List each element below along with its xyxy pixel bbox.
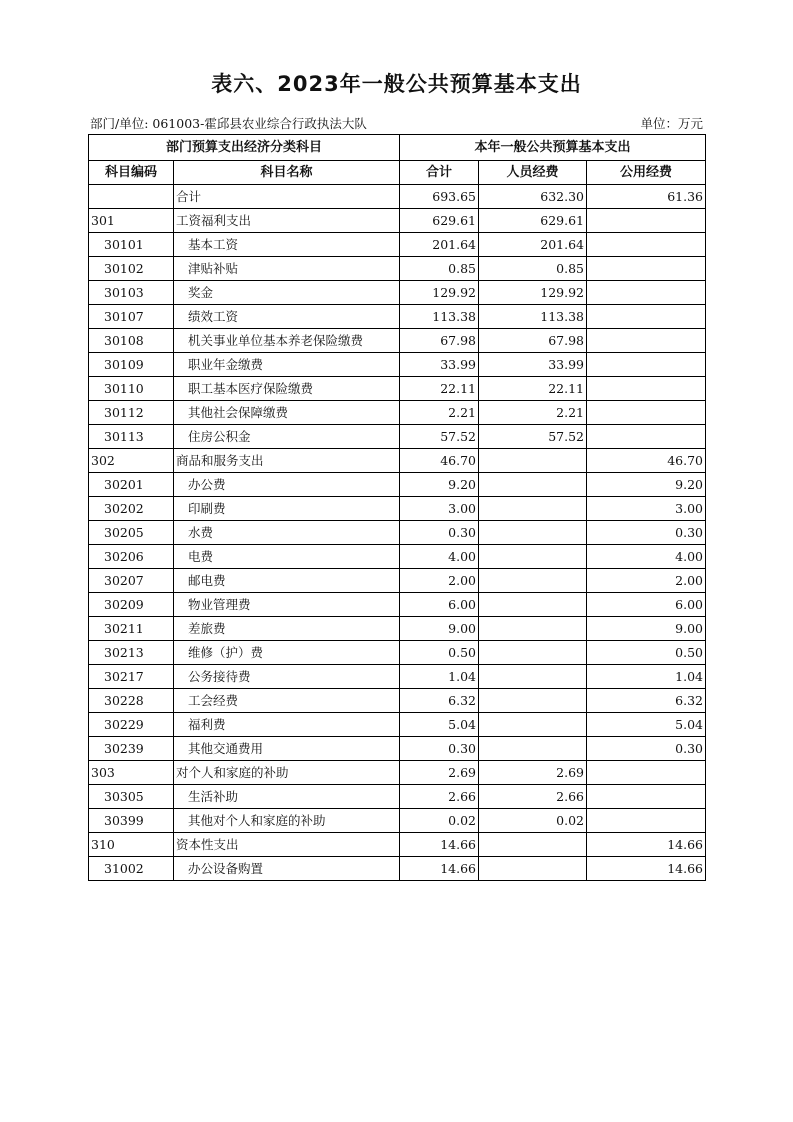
row-public-cell: [587, 377, 706, 401]
row-personnel-cell: [479, 833, 587, 857]
row-code-cell: 30228: [89, 689, 174, 713]
row-personnel-cell: 2.69: [479, 761, 587, 785]
row-total-cell: 9.00: [400, 617, 479, 641]
table-row: [89, 809, 706, 833]
row-public-cell: [587, 233, 706, 257]
row-total-cell: 129.92: [400, 281, 479, 305]
table-row: [89, 521, 706, 545]
budget-table: [88, 134, 706, 881]
row-personnel-cell: 201.64: [479, 233, 587, 257]
table-row: [89, 833, 706, 857]
row-name-cell: 办公设备购置: [174, 857, 400, 881]
row-personnel-cell: [479, 473, 587, 497]
row-public-cell: 9.20: [587, 473, 706, 497]
row-public-cell: 1.04: [587, 665, 706, 689]
row-public-cell: 3.00: [587, 497, 706, 521]
table-row: [89, 641, 706, 665]
row-name-cell: 维修（护）费: [174, 641, 400, 665]
row-code-cell: 30108: [89, 329, 174, 353]
row-name-cell: 邮电费: [174, 569, 400, 593]
row-code-cell: 310: [89, 833, 174, 857]
row-code-cell: 30207: [89, 569, 174, 593]
header-personnel: 人员经费: [479, 161, 587, 185]
row-total-cell: 0.85: [400, 257, 479, 281]
table-row: [89, 401, 706, 425]
row-personnel-cell: 33.99: [479, 353, 587, 377]
row-code-cell: 30211: [89, 617, 174, 641]
row-public-cell: [587, 209, 706, 233]
row-total-cell: 2.21: [400, 401, 479, 425]
row-name-cell: 其他社会保障缴费: [174, 401, 400, 425]
row-public-cell: [587, 305, 706, 329]
row-public-cell: 4.00: [587, 545, 706, 569]
row-public-cell: [587, 353, 706, 377]
table-row: [89, 353, 706, 377]
row-code-cell: 30201: [89, 473, 174, 497]
row-name-cell: 工会经费: [174, 689, 400, 713]
row-personnel-cell: [479, 689, 587, 713]
table-row: [89, 473, 706, 497]
row-public-cell: 6.00: [587, 593, 706, 617]
row-name-cell: 职业年金缴费: [174, 353, 400, 377]
row-name-cell: 水费: [174, 521, 400, 545]
row-total-cell: 113.38: [400, 305, 479, 329]
row-personnel-cell: [479, 617, 587, 641]
row-public-cell: [587, 809, 706, 833]
row-personnel-cell: [479, 545, 587, 569]
row-name-cell: 办公费: [174, 473, 400, 497]
table-row: [89, 497, 706, 521]
row-public-cell: 2.00: [587, 569, 706, 593]
table-row: [89, 857, 706, 881]
row-personnel-cell: [479, 713, 587, 737]
row-public-cell: 9.00: [587, 617, 706, 641]
row-name-cell: 生活补助: [174, 785, 400, 809]
row-code-cell: 301: [89, 209, 174, 233]
header-code: 科目编码: [89, 161, 174, 185]
row-total-cell: 46.70: [400, 449, 479, 473]
row-name-cell: 住房公积金: [174, 425, 400, 449]
row-personnel-cell: 632.30: [479, 185, 587, 209]
department-label: 部门/单位: 061003-霍邱县农业综合行政执法大队: [90, 116, 367, 131]
table-row: [89, 305, 706, 329]
row-public-cell: [587, 329, 706, 353]
row-code-cell: 30109: [89, 353, 174, 377]
row-personnel-cell: [479, 641, 587, 665]
row-total-cell: 33.99: [400, 353, 479, 377]
row-public-cell: 0.50: [587, 641, 706, 665]
row-name-cell: 商品和服务支出: [174, 449, 400, 473]
row-total-cell: 2.66: [400, 785, 479, 809]
row-name-cell: 物业管理费: [174, 593, 400, 617]
row-total-cell: 6.32: [400, 689, 479, 713]
row-code-cell: 30305: [89, 785, 174, 809]
row-total-cell: 0.30: [400, 737, 479, 761]
table-row: [89, 785, 706, 809]
row-code-cell: 30202: [89, 497, 174, 521]
header-group-row: [89, 135, 706, 161]
row-code-cell: 30229: [89, 713, 174, 737]
row-total-cell: 2.00: [400, 569, 479, 593]
row-total-cell: 57.52: [400, 425, 479, 449]
header-group-right: 本年一般公共预算基本支出: [400, 135, 706, 161]
table-row: [89, 281, 706, 305]
table-row: [89, 329, 706, 353]
table-row: [89, 233, 706, 257]
header-total: 合计: [400, 161, 479, 185]
row-name-cell: 差旅费: [174, 617, 400, 641]
row-code-cell: 30399: [89, 809, 174, 833]
row-total-cell: 3.00: [400, 497, 479, 521]
row-public-cell: 14.66: [587, 833, 706, 857]
budget-table-body: [89, 185, 706, 881]
row-public-cell: [587, 401, 706, 425]
unit-label: 单位：万元: [640, 116, 703, 131]
row-total-cell: 22.11: [400, 377, 479, 401]
table-row: [89, 257, 706, 281]
table-row: [89, 377, 706, 401]
header-column-row: [89, 161, 706, 185]
row-personnel-cell: 0.85: [479, 257, 587, 281]
row-name-cell: 机关事业单位基本养老保险缴费: [174, 329, 400, 353]
row-public-cell: [587, 281, 706, 305]
row-personnel-cell: 629.61: [479, 209, 587, 233]
row-code-cell: 30206: [89, 545, 174, 569]
row-code-cell: 30110: [89, 377, 174, 401]
row-personnel-cell: 2.66: [479, 785, 587, 809]
row-code-cell: 30209: [89, 593, 174, 617]
row-personnel-cell: [479, 449, 587, 473]
row-total-cell: 0.02: [400, 809, 479, 833]
row-public-cell: [587, 257, 706, 281]
row-code-cell: 30103: [89, 281, 174, 305]
row-total-cell: 0.30: [400, 521, 479, 545]
row-total-cell: 6.00: [400, 593, 479, 617]
row-personnel-cell: 57.52: [479, 425, 587, 449]
row-personnel-cell: [479, 857, 587, 881]
row-code-cell: 30113: [89, 425, 174, 449]
row-name-cell: 对个人和家庭的补助: [174, 761, 400, 785]
row-personnel-cell: 22.11: [479, 377, 587, 401]
row-name-cell: 其他交通费用: [174, 737, 400, 761]
row-public-cell: [587, 785, 706, 809]
table-row: [89, 569, 706, 593]
row-name-cell: 公务接待费: [174, 665, 400, 689]
row-total-cell: 201.64: [400, 233, 479, 257]
row-name-cell: 电费: [174, 545, 400, 569]
row-name-cell: 印刷费: [174, 497, 400, 521]
table-row: [89, 425, 706, 449]
row-name-cell: 其他对个人和家庭的补助: [174, 809, 400, 833]
row-total-cell: 4.00: [400, 545, 479, 569]
row-code-cell: 30101: [89, 233, 174, 257]
row-personnel-cell: [479, 497, 587, 521]
row-name-cell: 奖金: [174, 281, 400, 305]
row-personnel-cell: 2.21: [479, 401, 587, 425]
table-row: [89, 593, 706, 617]
table-row: [89, 545, 706, 569]
row-public-cell: 0.30: [587, 737, 706, 761]
row-name-cell: 职工基本医疗保险缴费: [174, 377, 400, 401]
row-code-cell: 31002: [89, 857, 174, 881]
row-total-cell: 5.04: [400, 713, 479, 737]
row-total-cell: 14.66: [400, 857, 479, 881]
row-code-cell: 30217: [89, 665, 174, 689]
row-personnel-cell: [479, 593, 587, 617]
row-total-cell: 2.69: [400, 761, 479, 785]
table-row: [89, 449, 706, 473]
row-code-cell: 303: [89, 761, 174, 785]
row-total-cell: 67.98: [400, 329, 479, 353]
row-public-cell: [587, 761, 706, 785]
table-row: [89, 689, 706, 713]
row-code-cell: 30102: [89, 257, 174, 281]
row-name-cell: 合计: [174, 185, 400, 209]
row-total-cell: 693.65: [400, 185, 479, 209]
row-personnel-cell: [479, 665, 587, 689]
row-code-cell: 30112: [89, 401, 174, 425]
row-personnel-cell: [479, 521, 587, 545]
row-public-cell: 61.36: [587, 185, 706, 209]
row-total-cell: 9.20: [400, 473, 479, 497]
row-code-cell: 302: [89, 449, 174, 473]
header-group-left: 部门预算支出经济分类科目: [89, 135, 400, 161]
row-personnel-cell: [479, 737, 587, 761]
row-public-cell: 14.66: [587, 857, 706, 881]
row-code-cell: 30239: [89, 737, 174, 761]
row-public-cell: 46.70: [587, 449, 706, 473]
row-total-cell: 14.66: [400, 833, 479, 857]
row-code-cell: [89, 185, 174, 209]
row-code-cell: 30107: [89, 305, 174, 329]
row-code-cell: 30205: [89, 521, 174, 545]
table-row: [89, 737, 706, 761]
header-name: 科目名称: [174, 161, 400, 185]
page-title: 表六、2023年一般公共预算基本支出: [211, 72, 582, 96]
table-row: [89, 713, 706, 737]
row-total-cell: 1.04: [400, 665, 479, 689]
row-name-cell: 津贴补贴: [174, 257, 400, 281]
row-public-cell: [587, 425, 706, 449]
row-personnel-cell: 0.02: [479, 809, 587, 833]
row-public-cell: 6.32: [587, 689, 706, 713]
row-name-cell: 基本工资: [174, 233, 400, 257]
row-personnel-cell: 129.92: [479, 281, 587, 305]
row-personnel-cell: 113.38: [479, 305, 587, 329]
row-public-cell: 5.04: [587, 713, 706, 737]
row-name-cell: 工资福利支出: [174, 209, 400, 233]
row-public-cell: 0.30: [587, 521, 706, 545]
row-name-cell: 资本性支出: [174, 833, 400, 857]
row-name-cell: 福利费: [174, 713, 400, 737]
table-row: [89, 617, 706, 641]
row-total-cell: 629.61: [400, 209, 479, 233]
row-code-cell: 30213: [89, 641, 174, 665]
header-public: 公用经费: [587, 161, 706, 185]
row-personnel-cell: 67.98: [479, 329, 587, 353]
row-name-cell: 绩效工资: [174, 305, 400, 329]
table-row: [89, 761, 706, 785]
table-row: [89, 665, 706, 689]
row-total-cell: 0.50: [400, 641, 479, 665]
table-row: [89, 185, 706, 209]
row-personnel-cell: [479, 569, 587, 593]
table-row: [89, 209, 706, 233]
